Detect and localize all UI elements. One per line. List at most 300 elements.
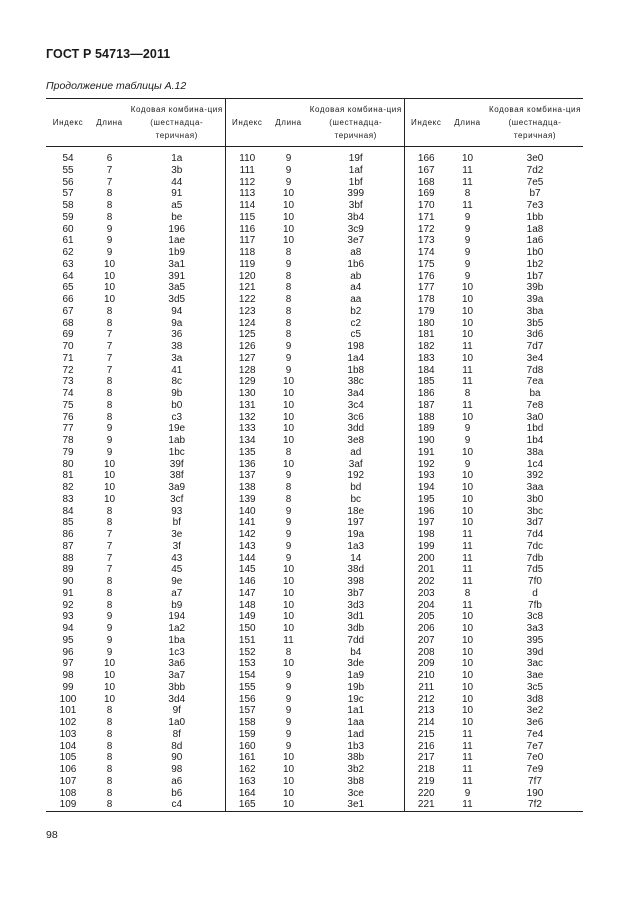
cell-index: 154 [225,670,269,682]
cell-index: 68 [62,317,74,329]
table-row [46,188,583,200]
cell-length: 10 [461,670,474,681]
cell-code: 7d7 [526,341,544,352]
cell-code: 3d4 [168,693,186,705]
cell-code: 3b5 [526,317,544,329]
cell-index: 65 [62,282,74,294]
cell-code: 1ab [168,435,186,446]
table-row [46,376,583,388]
cell-index: 133 [225,423,269,435]
cell-length: 10 [282,764,295,775]
cell-code: 1b7 [526,270,544,282]
cell-index: 183 [404,353,448,365]
cell-code: 3c4 [347,399,364,411]
cell-length: 8 [285,305,292,317]
cell-index: 123 [225,306,269,318]
cell-length: 11 [283,634,294,646]
cell-code: 19a [347,529,365,540]
cell-length: 10 [103,482,116,493]
cell-length: 8 [106,376,113,388]
cell-code: a7 [171,587,183,599]
cell-index: 125 [225,329,269,341]
table-row [46,647,583,659]
cell-length: 10 [461,505,474,517]
cell-index: 91 [62,587,74,599]
cell-code: 7dd [347,634,365,646]
table-row [46,400,583,412]
table-row [46,365,583,377]
header-index: Индекс [225,99,269,147]
cell-index: 95 [62,634,74,646]
cell-length: 10 [461,470,474,482]
cell-length: 10 [103,258,116,270]
cell-code: 3c9 [347,223,364,235]
cell-code: 1af [348,164,363,176]
cell-length: 7 [106,564,113,576]
cell-index: 105 [59,752,77,764]
cell-index: 156 [225,694,269,706]
cell-code: 1b2 [526,258,544,270]
cell-index: 121 [225,282,269,294]
cell-length: 9 [285,352,292,364]
cell-code: 7e0 [526,752,544,764]
cell-index: 83 [62,493,74,505]
cell-index: 127 [225,353,269,365]
cell-length: 9 [464,270,471,282]
cell-code: 19c [347,693,364,705]
table-row [46,576,583,588]
cell-length: 9 [464,223,471,235]
cell-code: 190 [526,787,544,799]
cell-length: 10 [103,658,116,670]
cell-index: 217 [404,752,448,764]
cell-index: 201 [404,564,448,576]
table-row [46,435,583,447]
cell-index: 195 [404,494,448,506]
cell-index: 75 [62,399,74,411]
cell-index: 70 [62,341,74,352]
table-row [46,153,583,165]
header-length: Длина [269,99,308,147]
cell-length: 9 [464,458,471,470]
table-row [46,282,583,294]
cell-index: 99 [62,681,74,693]
table-row [46,764,583,776]
cell-length: 11 [462,540,473,552]
cell-code: 41 [171,364,183,376]
cell-length: 8 [285,646,292,658]
cell-length: 10 [282,611,295,623]
cell-length: 10 [282,599,295,611]
cell-index: 181 [404,329,448,341]
cell-length: 10 [282,188,295,200]
cell-index: 129 [225,376,269,388]
cell-length: 9 [106,646,113,658]
cell-length: 10 [461,705,474,717]
cell-length: 10 [461,352,474,364]
cell-code: 3c6 [347,411,364,423]
cell-code: 3d8 [526,693,544,705]
table-row [46,506,583,518]
cell-code: b2 [350,305,362,317]
cell-length: 11 [462,176,473,188]
cell-length: 10 [461,634,474,646]
cell-index: 72 [62,364,74,376]
cell-code: 3d3 [347,599,365,611]
cell-code: 1a4 [347,352,365,364]
cell-index: 132 [225,412,269,424]
cell-index: 71 [62,352,74,364]
cell-index: 180 [404,318,448,330]
cell-index: 76 [62,411,74,423]
cell-index: 120 [225,271,269,283]
cell-length: 8 [106,200,113,211]
cell-length: 11 [462,764,473,775]
cell-code: a4 [350,282,362,294]
table-row [46,294,583,306]
cell-code: 1a2 [168,623,186,634]
cell-code: b4 [350,646,362,658]
cell-length: 9 [464,787,471,799]
cell-code: a5 [171,200,183,211]
cell-index: 104 [59,740,77,752]
table-row [46,388,583,400]
cell-length: 11 [462,775,473,787]
cell-index: 93 [62,611,74,623]
cell-length: 9 [285,153,292,164]
cell-code: 9a [171,317,183,329]
cell-code: 3bc [526,505,544,517]
cell-index: 119 [225,259,269,271]
cell-index: 135 [225,447,269,459]
cell-length: 8 [90,799,129,811]
cell-index: 118 [225,247,269,259]
cell-length: 10 [103,470,116,482]
cell-index: 79 [62,446,74,458]
cell-code: 198 [347,341,365,352]
cell-code: 1a8 [526,223,544,235]
table-row [46,271,583,283]
cell-length: 8 [464,388,471,399]
cell-code: 1a6 [526,235,544,247]
cell-index: 87 [62,540,74,552]
cell-length: 9 [464,247,471,258]
cell-code: 38a [526,446,544,458]
cell-index: 149 [225,611,269,623]
cell-code: 3b0 [526,493,544,505]
cell-index: 147 [225,588,269,600]
table-row [46,329,583,341]
cell-index: 182 [404,341,448,353]
table-row [46,212,583,224]
cell-code: 3c8 [526,611,544,623]
cell-length: 11 [462,728,473,740]
cell-code: 3bb [168,681,186,693]
cell-length: 10 [461,517,474,529]
table-row [46,318,583,330]
cell-code: 1b3 [347,740,365,752]
cell-code: 7f0 [528,576,542,587]
cell-length: 9 [285,258,292,270]
cell-length: 7 [106,529,113,540]
cell-code: c3 [171,411,183,423]
cell-length: 10 [282,775,295,787]
cell-code: 3e2 [526,705,544,717]
cell-code: 3ce [347,787,364,799]
cell-code: 39d [526,646,544,658]
cell-index: 190 [404,435,448,447]
cell-code: ba [529,388,541,399]
cell-length: 10 [461,294,474,305]
cell-index: 134 [225,435,269,447]
cell-length: 10 [461,329,474,341]
cell-index: 114 [225,200,269,212]
cell-length: 8 [464,587,471,599]
cell-code: 39b [526,282,544,294]
cell-length: 8 [106,775,113,787]
cell-code: 1a0 [168,717,186,728]
cell-index: 100 [59,693,77,705]
cell-length: 7 [106,364,113,376]
cell-index: 88 [62,552,74,564]
cell-length: 10 [282,658,295,670]
table-row [46,670,583,682]
cell-code: 3f [172,540,181,552]
cell-code: 38 [171,341,183,352]
table-header-row [46,99,583,147]
cell-code: 1a3 [347,540,365,552]
cell-length: 8 [285,446,292,458]
cell-length: 9 [285,740,292,752]
cell-index: 80 [62,458,74,470]
cell-length: 10 [282,576,295,587]
cell-code: 3a3 [526,623,544,634]
cell-code: 1b6 [347,258,365,270]
cell-code: 3aa [526,482,544,493]
code-table [46,98,583,812]
cell-length: 8 [285,493,292,505]
cell-code: 3e8 [347,435,365,446]
table-row [46,729,583,741]
table-row [46,470,583,482]
table-row [46,306,583,318]
table-row [46,482,583,494]
cell-code: 391 [168,270,186,282]
cell-length: 10 [461,493,474,505]
table-caption: Продолжение таблицы А.12 [46,80,187,92]
cell-index: 78 [62,435,74,446]
cell-index: 205 [404,611,448,623]
cell-code: 3e4 [526,352,544,364]
cell-index: 128 [225,365,269,377]
cell-code: 3ac [526,658,544,670]
cell-length: 10 [461,693,474,705]
table-row [46,741,583,753]
cell-code: 7e9 [526,764,544,775]
table-row [46,459,583,471]
cell-code: 7e3 [526,200,544,211]
cell-length: 10 [282,423,295,435]
cell-code: 38d [347,564,365,576]
cell-length: 7 [106,164,113,176]
cell-length: 8 [285,329,292,341]
cell-index: 169 [404,188,448,200]
cell-length: 10 [461,482,474,493]
cell-code: 98 [171,764,183,775]
cell-index: 199 [404,541,448,553]
cell-code: 399 [347,188,365,200]
cell-length: 10 [282,587,295,599]
page-number: 98 [46,829,58,841]
cell-code: 39a [526,294,544,305]
cell-length: 10 [282,211,295,223]
table-row [46,235,583,247]
table-row [46,799,583,811]
cell-length: 10 [103,693,116,705]
cell-length: 11 [448,799,487,811]
cell-code: c5 [350,329,362,341]
cell-length: 9 [285,529,292,540]
document-title: ГОСТ Р 54713—2011 [46,47,171,61]
cell-length: 10 [282,388,295,399]
cell-index: 157 [225,705,269,717]
cell-index: 98 [62,670,74,681]
cell-length: 8 [106,587,113,599]
cell-index: 209 [404,658,448,670]
cell-code: 3a7 [168,670,186,681]
cell-code: 3db [347,623,365,634]
cell-index: 86 [62,529,74,540]
table-row [46,623,583,635]
cell-index: 200 [404,553,448,565]
cell-length: 8 [285,294,292,305]
cell-code: 1ba [168,634,186,646]
cell-index: 159 [225,729,269,741]
cell-code: 19e [168,423,186,435]
cell-length: 7 [106,552,113,564]
cell-index: 146 [225,576,269,588]
cell-index: 186 [404,388,448,400]
cell-index: 171 [404,212,448,224]
cell-index: 59 [62,211,74,223]
cell-index: 202 [404,576,448,588]
cell-index: 162 [225,764,269,776]
cell-length: 10 [282,458,295,470]
cell-index: 58 [62,200,74,211]
cell-index: 198 [404,529,448,541]
cell-code: ab [350,270,362,282]
cell-length: 9 [464,235,471,247]
cell-length: 9 [285,364,292,376]
cell-index: 66 [62,294,74,305]
cell-index: 214 [404,717,448,729]
cell-length: 9 [106,223,113,235]
cell-index: 55 [62,164,74,176]
table-row [46,517,583,529]
cell-code: 38f [169,470,184,482]
cell-index: 192 [404,459,448,471]
cell-index: 172 [404,224,448,236]
cell-index: 168 [404,177,448,189]
cell-index: 81 [62,470,74,482]
cell-index: 194 [404,482,448,494]
cell-length: 10 [103,493,116,505]
cell-length: 8 [464,188,471,200]
cell-length: 10 [282,564,295,576]
cell-code: 7d5 [526,564,544,576]
cell-code: 3b8 [347,775,365,787]
cell-index: 67 [62,305,74,317]
header-index: Индекс [46,99,90,147]
cell-index: 187 [404,400,448,412]
cell-length: 8 [106,787,113,799]
cell-length: 10 [461,623,474,634]
cell-index: 64 [62,270,74,282]
cell-index: 184 [404,365,448,377]
cell-code: b0 [171,399,183,411]
cell-code: b7 [529,188,541,200]
cell-code: bf [172,517,181,529]
cell-code: 3d1 [347,611,365,623]
cell-length: 8 [106,705,113,717]
cell-code: 7db [526,552,544,564]
cell-code: 1ad [347,728,365,740]
cell-length: 9 [285,517,292,529]
cell-index: 84 [62,505,74,517]
cell-index: 210 [404,670,448,682]
cell-length: 8 [106,599,113,611]
cell-index: 143 [225,541,269,553]
cell-index: 116 [225,224,269,236]
cell-length: 7 [106,341,113,352]
cell-length: 9 [285,670,292,681]
cell-code: 3a0 [526,411,544,423]
cell-code: 7f2 [487,799,583,811]
cell-length: 10 [461,646,474,658]
cell-code: 1bb [526,211,544,223]
cell-index: 213 [404,705,448,717]
cell-code: 3e0 [526,153,544,164]
cell-index: 63 [62,258,74,270]
cell-length: 8 [106,517,113,529]
cell-code: 3b7 [347,587,365,599]
cell-index: 54 [62,153,74,164]
table-row [46,541,583,553]
cell-index: 111 [225,165,269,177]
cell-length: 10 [461,282,474,294]
table-row [46,247,583,259]
cell-index: 175 [404,259,448,271]
cell-length: 10 [103,294,116,305]
cell-length: 9 [464,258,471,270]
cell-length: 8 [106,717,113,728]
cell-index: 122 [225,294,269,306]
table-row [46,423,583,435]
table-row [46,412,583,424]
cell-index: 174 [404,247,448,259]
cell-index: 153 [225,658,269,670]
cell-code: 3af [348,458,363,470]
cell-index: 197 [404,517,448,529]
cell-index: 212 [404,694,448,706]
cell-code: 3b4 [347,211,365,223]
cell-length: 8 [106,752,113,764]
cell-index: 211 [404,682,448,694]
cell-index: 207 [404,635,448,647]
cell-code: 3a [171,352,183,364]
cell-index: 191 [404,447,448,459]
cell-length: 11 [462,576,473,587]
